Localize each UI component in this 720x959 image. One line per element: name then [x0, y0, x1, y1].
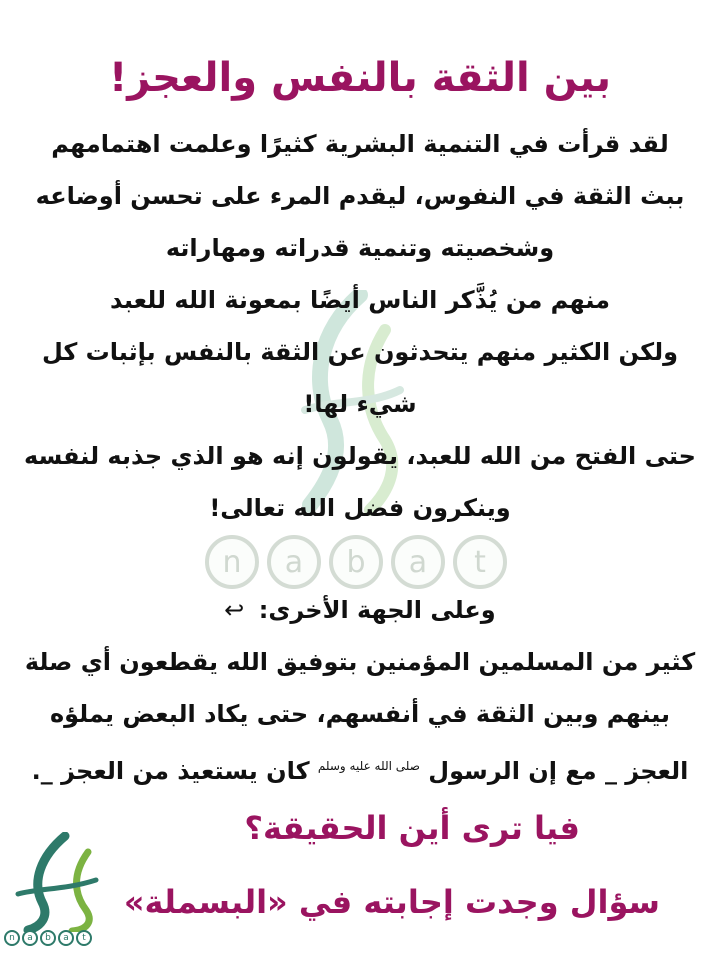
watermark-letter: n [205, 535, 259, 589]
logo-letter: a [22, 930, 38, 946]
watermark-letter: b [329, 535, 383, 589]
text-line: شيء لها! [303, 390, 417, 418]
honorific-symbol: صلى الله عليه وسلم [317, 759, 420, 773]
logo-letter: t [76, 930, 92, 946]
text-line: ببث الثقة في النفوس، ليقدم المرء على تحسن أوضاعه [35, 182, 685, 210]
text-line: لقد قرأت في التنمية البشرية كثيرًا وعلمت اهتمامهم [51, 130, 669, 158]
logo-nabat [4, 930, 92, 946]
section-label-text: وعلى الجهة الأخرى: [258, 596, 496, 624]
logo-letter: a [58, 930, 74, 946]
watermark-letter: a [267, 535, 321, 589]
text-line [15, 742, 705, 790]
watermark-letter: a [391, 535, 445, 589]
text-segment: العجز _ مع إن الرسول [428, 757, 689, 785]
answer-heading: سؤال وجدت إجابته في «البسملة» [123, 883, 660, 921]
return-arrow-icon: ↩ [224, 596, 245, 624]
watermark-letter: t [453, 535, 507, 589]
text-segment: كان يستعيذ من العجز _. [31, 757, 310, 785]
page-title: بين الثقة بالنفس والعجز! [108, 55, 612, 101]
section-label [15, 586, 705, 634]
text-line: بينهم وبين الثقة في أنفسهم، حتى يكاد البعض يملؤه [49, 700, 671, 728]
watermark-nabat [205, 535, 507, 589]
text-line: وشخصيته وتنمية قدراته ومهاراته [165, 234, 555, 262]
text-line: منهم من يُذَّكر الناس أيضًا بمعونة الله للعبد [110, 286, 610, 314]
logo-letter: b [40, 930, 56, 946]
text-line: وينكرون فضل الله تعالى! [209, 494, 511, 522]
text-line: كثير من المسلمين المؤمنين بتوفيق الله يقطعون أي صلة [24, 648, 696, 676]
logo-letter: n [4, 930, 20, 946]
text-line: حتى الفتح من الله للعبد، يقولون إنه هو الذي جذبه لنفسه [24, 442, 696, 470]
nabat-logo-icon [10, 832, 100, 932]
question-heading: فيا ترى أين الحقيقة؟ [244, 809, 580, 847]
text-line: ولكن الكثير منهم يتحدثون عن الثقة بالنفس بإثبات كل [41, 338, 679, 366]
